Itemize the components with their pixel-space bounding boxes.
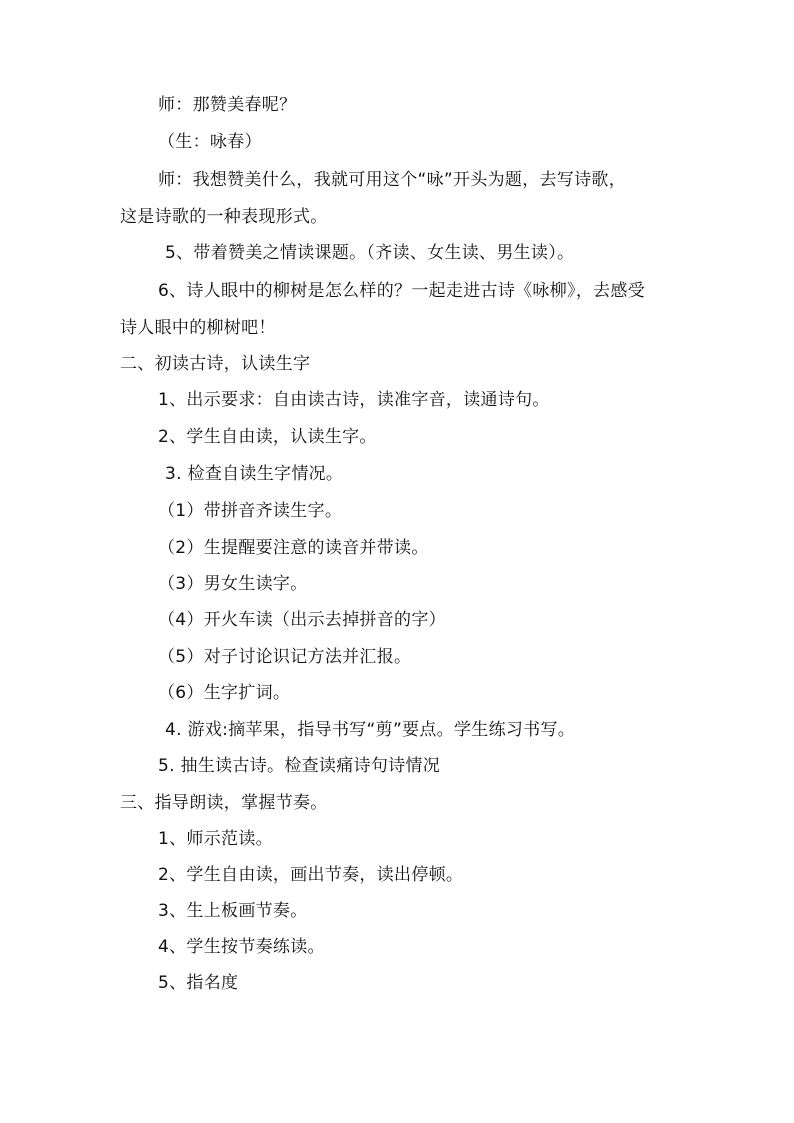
text-line: 2、学生自由读，认读生字。 (158, 427, 377, 447)
text-line: 2、学生自由读，画出节奏，读出停顿。 (158, 865, 464, 885)
text-line: （2）生提醒要注意的读音并带读。 (158, 538, 429, 558)
text-line: 这是诗歌的一种表现形式。 (120, 207, 328, 227)
text-line: （6）生字扩词。 (158, 683, 291, 703)
text-line: （1）带拼音齐读生字。 (158, 501, 343, 521)
text-line: 1、师示范读。 (158, 829, 273, 849)
text-line: （5）对子讨论识记方法并汇报。 (158, 647, 412, 667)
text-line: 师：我想赞美什么，我就可用这个“咏”开头为题，去写诗歌， (158, 170, 627, 190)
section-heading: 三、指导朗读，掌握节奏。 (120, 793, 328, 813)
text-line: 4、学生按节奏练读。 (158, 937, 325, 957)
text-line: （3）男女生读字。 (158, 574, 308, 594)
text-line: 3. 检查自读生字情况。 (165, 464, 344, 484)
text-line: 1、出示要求：自由读古诗，读准字音，读通诗句。 (158, 390, 550, 410)
text-line: 师：那赞美春呢？ (158, 95, 297, 115)
text-line: 5、带着赞美之情读课题。（齐读、女生读、男生读）。 (165, 243, 575, 263)
text-line: （生：咏春） (158, 132, 262, 152)
section-heading: 二、初读古诗，认读生字 (120, 354, 311, 374)
text-line: 3、生上板画节奏。 (158, 901, 308, 921)
text-line: 5、指名度 (158, 973, 239, 993)
text-line: 5. 抽生读古诗。检查读痛诗句诗情况 (158, 756, 441, 776)
text-line: 诗人眼中的柳树吧！ (120, 318, 276, 338)
text-line: （4）开火车读（出示去掉拼音的字） (158, 610, 446, 630)
text-line: 6、诗人眼中的柳树是怎么样的？一起走进古诗《咏柳》，去感受 (158, 281, 646, 301)
text-line: 4. 游戏:摘苹果，指导书写“剪”要点。学生练习书写。 (165, 720, 576, 740)
